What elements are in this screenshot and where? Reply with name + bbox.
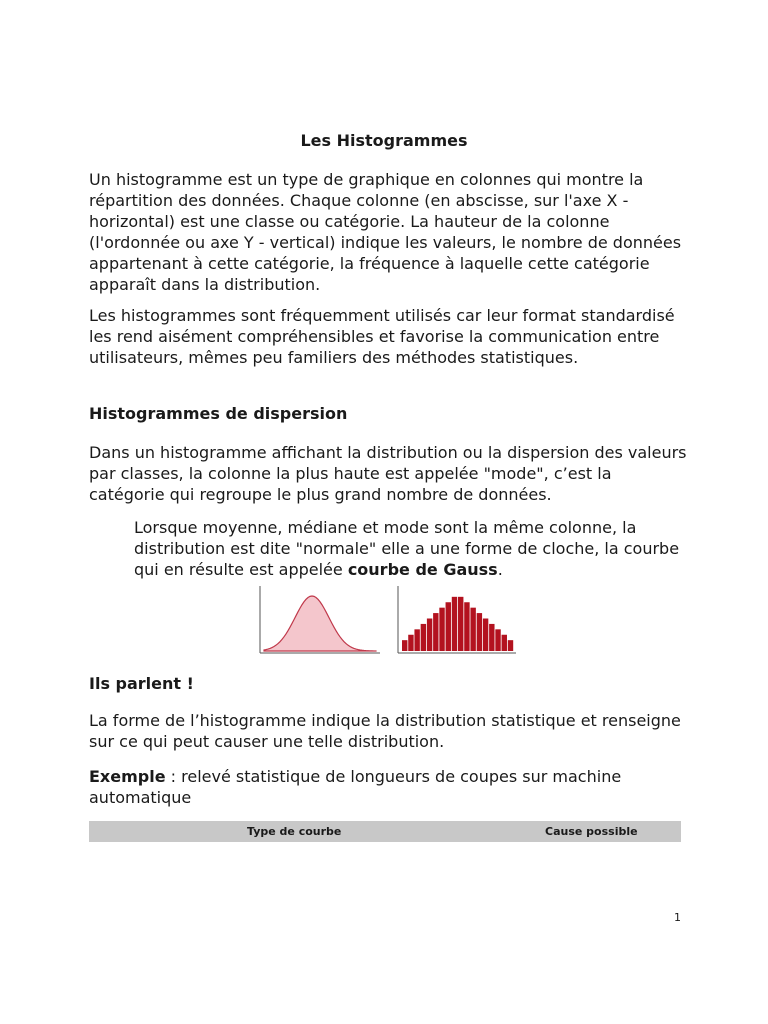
histogram-bar (458, 597, 463, 651)
gauss-indented-paragraph (134, 517, 694, 580)
page-title: Les Histogrammes (300, 131, 468, 150)
gauss-end: . (497, 560, 503, 579)
histogram-bar (452, 597, 457, 651)
histogram-bar (408, 635, 413, 651)
histogram-bar (489, 624, 494, 651)
histogram-bar (495, 629, 500, 651)
histogram-bar (446, 602, 451, 651)
histogram-bar (433, 613, 438, 651)
bell-curve (264, 596, 376, 651)
histogram-bar (439, 608, 444, 651)
example-label: Exemple (89, 767, 166, 786)
usage-paragraph: Les histogrammes sont fréquemment utilisés car leur format standardisé les rend aisément compréhensibles et favorise la communication entre utilisateurs, mêmes peu familiers des méthodes statistiques. (89, 306, 675, 367)
histogram-bar (508, 640, 513, 651)
histogram-chart (398, 586, 516, 653)
table-header-curve-type: Type de courbe (247, 825, 342, 838)
example-paragraph (89, 766, 689, 808)
table-header-row (89, 821, 681, 842)
parlent-paragraph: La forme de l’histogramme indique la distribution statistique et renseigne sur ce qui peut causer une telle distribution. (89, 711, 681, 751)
parlent-heading: Ils parlent ! (89, 674, 194, 693)
bell-curve-chart (260, 586, 380, 653)
dispersion-heading: Histogrammes de dispersion (89, 404, 348, 423)
histogram-bar (502, 635, 507, 651)
gauss-text: Lorsque moyenne, médiane et mode sont la même colonne, la distribution est dite "normale" elle a une forme de cloche, la courbe qui en résulte est appelée (134, 518, 680, 579)
page-number: 1 (674, 911, 681, 924)
dispersion-paragraph: Dans un histogramme affichant la distribution ou la dispersion des valeurs par classes, la colonne la plus haute est appelée "mode", c’est la catégorie qui regroupe le plus grand nombre de données. (89, 443, 687, 504)
intro-paragraph: Un histogramme est un type de graphique en colonnes qui montre la répartition des données. Chaque colonne (en abscisse, sur l'axe X - horizontal) est une classe ou catégorie. La hauteur de la colonne (l'ordonnée ou axe Y - vertical) indique les valeurs, le nombre de données appartenant à cette catégorie, la fréquence à laquelle cette catégorie apparaît dans la distribution. (89, 170, 682, 294)
histogram-bars (402, 597, 513, 651)
histogram-bar (427, 619, 432, 652)
histogram-bar (414, 629, 419, 651)
histogram-bar (402, 640, 407, 651)
table-header-possible-cause: Cause possible (545, 825, 638, 838)
histogram-bar (464, 602, 469, 651)
distribution-figure (252, 584, 520, 656)
histogram-bar (421, 624, 426, 651)
gauss-bold-term: courbe de Gauss (347, 560, 498, 579)
histogram-bar (477, 613, 482, 651)
example-text: : relevé statistique de longueurs de coupes sur machine automatique (89, 767, 622, 807)
histogram-bar (483, 619, 488, 652)
histogram-bar (470, 608, 475, 651)
